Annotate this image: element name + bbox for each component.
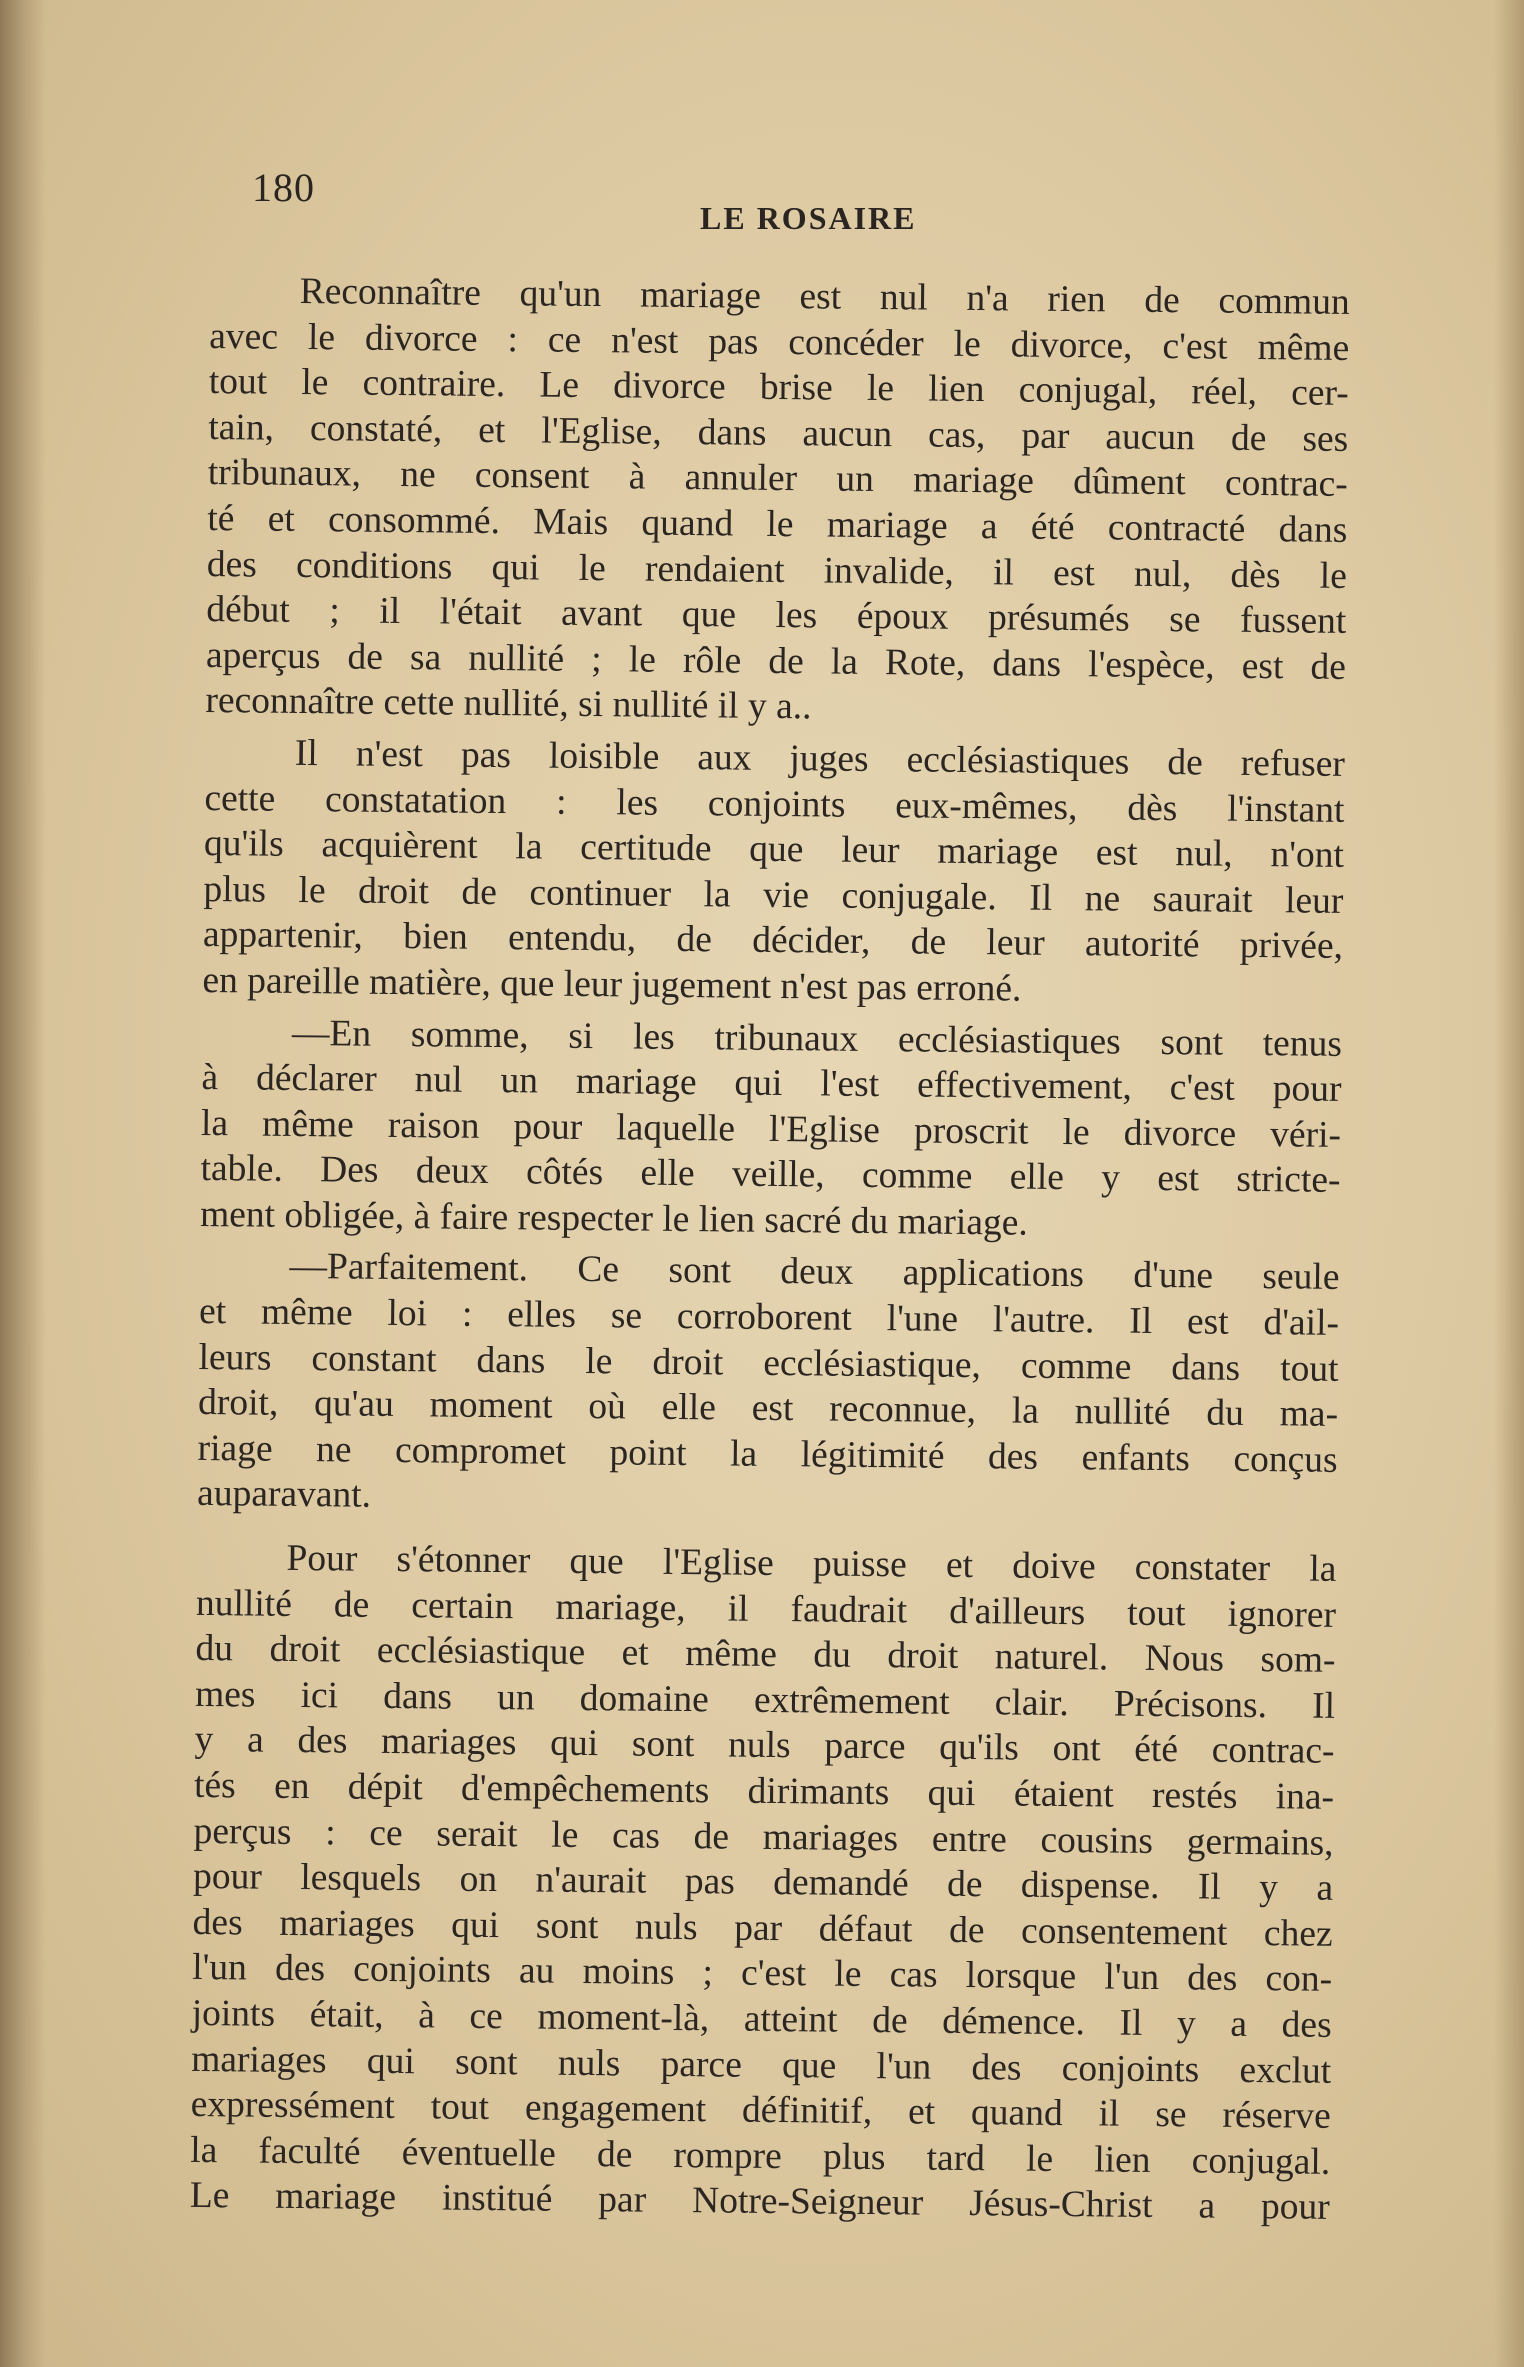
text-line: pour lesquels on n'aurait pas demandé de dispense. Il y a [192,1856,1334,1910]
paragraph [205,268,1350,736]
running-head: LE ROSAIRE [700,200,917,236]
text-line: et même loi : elles se corroborent l'une l'autre. Il est d'ail- [198,1291,1340,1344]
text-line: des conditions qui le rendaient invalide, il est nul, dès le [206,543,1348,597]
text-line: y a des mariages qui sont nuls parce qu'ils ont été contrac- [194,1719,1335,1773]
text-line: mes ici dans un domaine extrêmement clair. Précisons. Il [194,1673,1336,1727]
page-edge-shadow [1494,0,1524,2367]
text-line: l'un des conjoints au moins ; c'est le cas lorsque l'un des con- [191,1947,1333,2001]
page-gutter-shadow [0,0,46,2367]
text-line: Pour s'étonner que l'Eglise puisse et doive constater la [286,1537,1337,1590]
text-line: riage ne compromet point la légitimité des enfants conçus [197,1427,1338,1481]
text-line: Reconnaître qu'un mariage est nul n'a rien de commun [299,270,1350,323]
page-number: 180 [252,165,315,210]
text-line: cette constatation : les conjoints eux-mêmes, dès l'instant [204,777,1345,831]
text-line: en pareille matière, que leur jugement n'est pas erroné. [202,959,1022,1010]
paragraph [200,1009,1342,1249]
body-text [190,268,1350,2237]
text-line: —Parfaitement. Ce sont deux applications d'une seule [289,1246,1340,1299]
text-line: du droit ecclésiastique et même du droit naturel. Nous som- [195,1628,1336,1682]
paragraph [202,730,1345,1015]
text-line: tribunaux, ne consent à annuler un mariage dûment contrac- [207,452,1349,506]
text-line: qu'ils acquièrent la certitude que leur mariage est nul, n'ont [203,823,1345,877]
text-line: perçus : ce serait le cas de mariages entre cousins germains, [193,1810,1334,1864]
text-line: début ; il l'était avant que les époux présumés se fussent [206,589,1347,643]
text-line: ment obligée, à faire respecter le lien sacré du mariage. [199,1193,1028,1244]
text-line: reconnaître cette nullité, si nullité il y a.. [205,680,812,728]
text-line: table. Des deux côtés elle veille, comme elle y est stricte- [200,1148,1341,1202]
text-line: leurs constant dans le droit ecclésiastique, comme dans tout [198,1336,1339,1390]
text-line: auparavant. [196,1473,372,1517]
text-line: des mariages qui sont nuls par défaut de consentement chez [192,1901,1333,1955]
text-line: —En somme, si les tribunaux ecclésiastiques sont tenus [291,1012,1343,1065]
text-line: nullité de certain mariage, il faudrait d'ailleurs tout ignorer [195,1582,1337,1636]
text-line: té et consommé. Mais quand le mariage a été contracté dans [207,497,1348,551]
text-line: à déclarer nul un mariage qui l'est effectivement, c'est pour [201,1057,1342,1110]
text-line: expressément tout engagement définitif, et quand il se réserve [190,2084,1331,2137]
text-line: droit, qu'au moment où elle est reconnue, la nullité du ma- [197,1382,1339,1436]
paragraph [197,1243,1340,1528]
text-line: avec le divorce : ce n'est pas concéder le divorce, c'est même [209,315,1350,369]
text-line: mariages qui sont nuls parce que l'un des conjoints exclut [191,2038,1332,2092]
text-line: tés en dépit d'empêchements dirimants qui étaient restés ina- [193,1764,1335,1818]
text-line: Le mariage institué par Notre-Seigneur Jésus-Christ a pour [189,2175,1330,2229]
text-line: la même raison pour laquelle l'Eglise proscrit le divorce véri- [200,1102,1342,1156]
paragraph [190,1535,1337,2231]
text-line: joints était, à ce moment-là, atteint de démence. Il y a des [191,1992,1332,2046]
text-line: aperçus de sa nullité ; le rôle de la Rote, dans l'espèce, est de [205,634,1347,688]
text-line: la faculté éventuelle de rompre plus tard le lien conjugal. [190,2129,1331,2183]
text-line: plus le droit de continuer la vie conjugale. Il ne saurait leur [203,868,1344,922]
text-line: tain, constaté, et l'Eglise, dans aucun cas, par aucun de ses [208,406,1349,460]
text-line: tout le contraire. Le divorce brise le lien conjugal, réel, cer- [208,361,1349,415]
text-line: appartenir, bien entendu, de décider, de leur autorité privée, [202,914,1344,968]
text-line: Il n'est pas loisible aux juges ecclésiastiques de refuser [294,732,1346,785]
